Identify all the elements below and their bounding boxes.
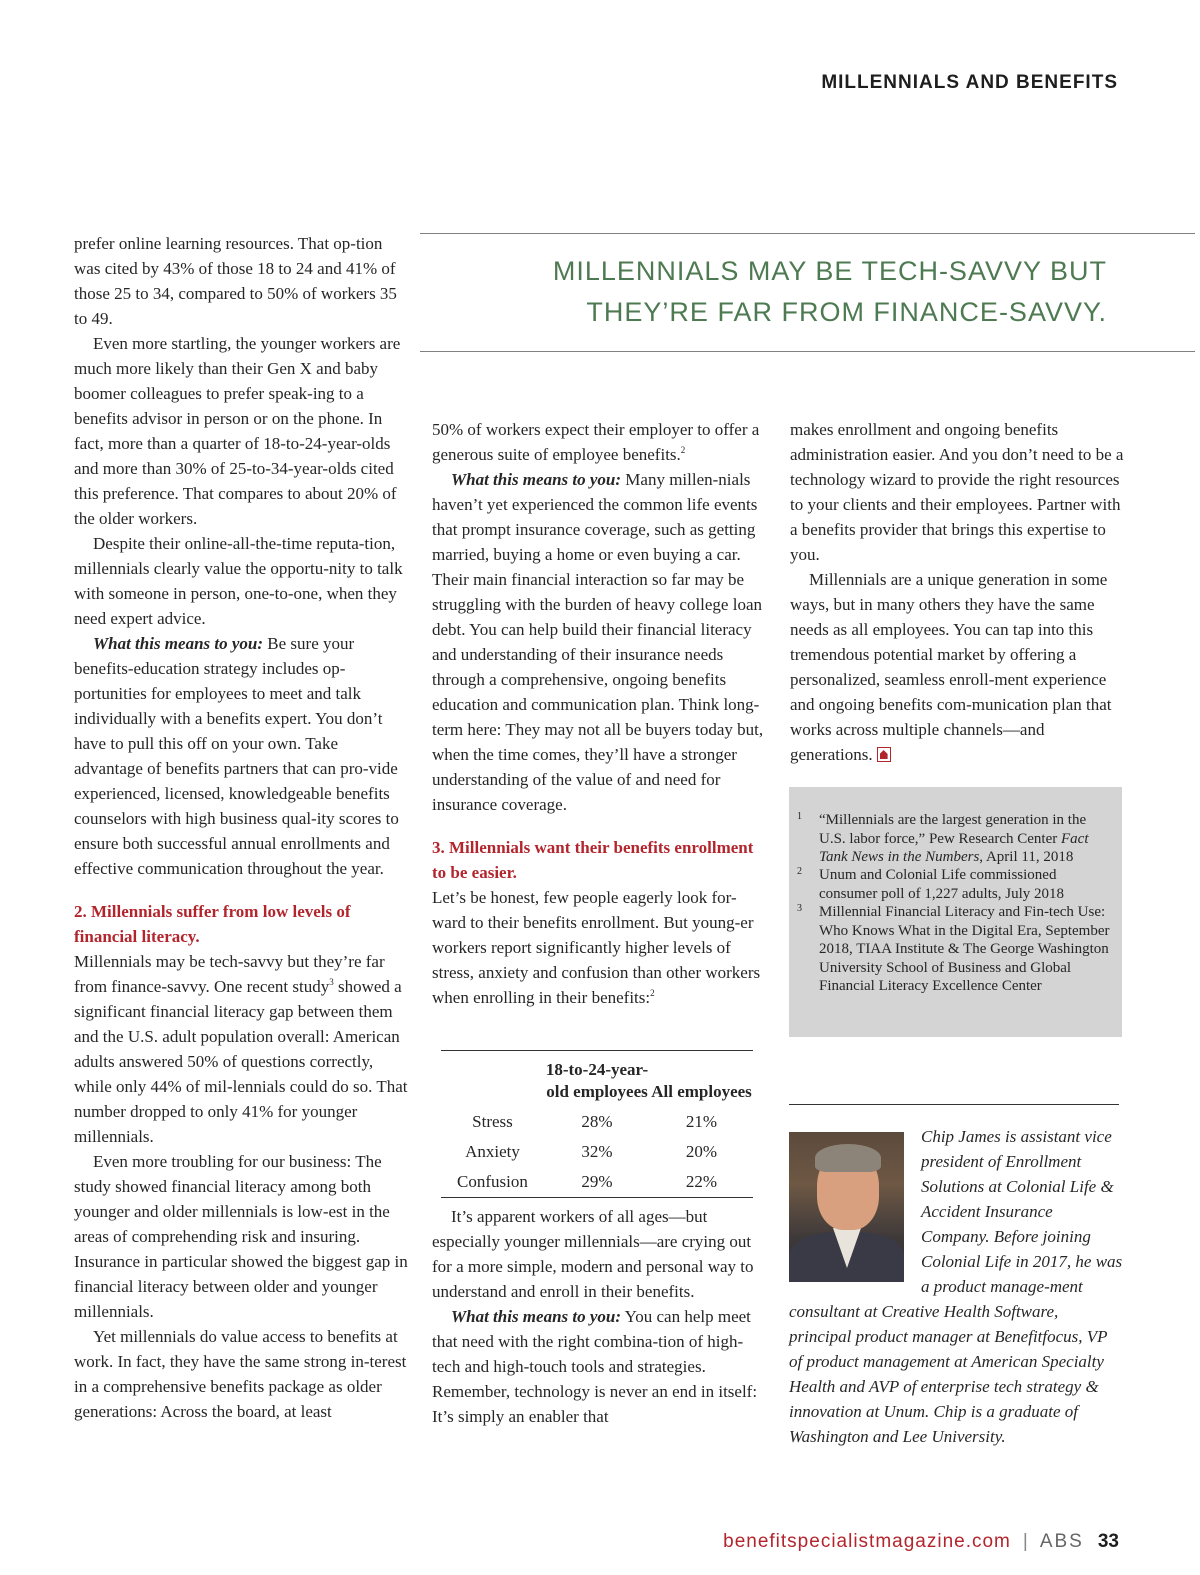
photo-float-space (789, 1124, 921, 1299)
paragraph-text: Many millen-nials haven’t yet experienced the common life events that prompt insurance coverage, such as getting married, buying a home or even buying a car. Their main financial interaction so far may be struggling with the burden of heavy college loan debt. You can help build their financial literacy and understanding of their insurance needs through a comprehensive, ongoing benefits education and communication plan. Think long-term here: They may not all be buyers today but, when the time comes, they’ll have a stronger understanding of the value of and need for insurance coverage. (432, 470, 764, 814)
table-row (441, 1137, 753, 1167)
page-footer (723, 1531, 1119, 1553)
paragraph-text: Millennials may be tech-savvy but they’re far from finance-savvy. One recent study (74, 952, 385, 996)
paragraph (790, 567, 1125, 767)
table-cell: 22% (685, 1172, 718, 1191)
table-row (441, 1167, 753, 1197)
paragraph-text: 50% of workers expect their employer to offer a generous suite of employee benefits. (432, 420, 760, 464)
footer-separator: | (1022, 1531, 1028, 1552)
table-header: All employees (651, 1082, 752, 1101)
end-mark-icon (877, 747, 891, 762)
footnote-text: Millennial Financial Literacy and Fin-tech Use: Who Knows What in the Digital Era, September 2018, TIAA Institute & The George Washington University School of Business and Global Financial Literacy Excellence Center (819, 904, 1110, 994)
table-cell-label: Anxiety (465, 1142, 520, 1161)
table-cell-label: Stress (472, 1112, 513, 1131)
pull-quote-line-2: THEY’RE FAR FROM FINANCE-SAVVY. (586, 297, 1107, 327)
paragraph: makes enrollment and ongoing benefits administration easier. And you don’t need to be a technology wizard to provide the right resources to your clients and their employees. Partner with a benefits provider that brings this expertise to you. (790, 420, 1124, 564)
table-header: 18-to-24-year-old employees (545, 1060, 649, 1101)
table-cell: 29% (581, 1172, 613, 1191)
author-bio (789, 1124, 1124, 1449)
article-column-1 (74, 231, 408, 1424)
footnote (797, 866, 1114, 903)
footnote-ref: 2 (650, 988, 655, 998)
footnote (797, 903, 1114, 996)
table-header (441, 1051, 544, 1107)
section-heading-3: 3. Millennials want their benefits enrollment to be easier. (432, 838, 754, 882)
paragraph-text: Be sure your benefits-education strategy includes op-portunities for employees to meet and talk individually with a benefits expert. You don’t have to pull this off on your own. Take advantage of benefits partners that can pro-vide experienced, licensed, knowledgeable benefits counselors with high business qual-ity scores to ensure both successful annual enrollments and effective communication throughout the year. (74, 634, 399, 878)
page-number: 33 (1097, 1531, 1119, 1552)
footnote (797, 811, 1114, 867)
footnotes-box (789, 787, 1122, 1037)
paragraph-text: showed a significant financial literacy gap between them and the U.S. adult population overall: American adults answered 50% of questions correctly, while only 44% of mil-lennials could do so. That number dropped to only 41% for younger millennials. (74, 977, 408, 1146)
stress-table (441, 1050, 753, 1198)
paragraph-text: Millennials are a unique generation in some ways, but in many others they have the same needs as all employees. You can tap into this tremendous potential market by offering a personalized, seamless enroll-ment experience and ongoing benefits com-munication plan that works across multiple channels—and generations. (790, 570, 1112, 764)
lead-in: What this means to you: (451, 470, 622, 489)
table-row (441, 1107, 753, 1137)
footnote-number: 1 (797, 811, 802, 822)
table-header-row (441, 1051, 753, 1107)
footnote-number: 2 (797, 866, 802, 877)
footnote-ref: 3 (329, 977, 334, 987)
pull-quote-line-1: MILLENNIALS MAY BE TECH-SAVVY BUT (552, 256, 1107, 286)
paragraph (432, 885, 768, 1010)
lead-in: What this means to you: (93, 634, 264, 653)
lead-in: What this means to you: (451, 1307, 622, 1326)
section-heading-2: 2. Millennials suffer from low levels of financial literacy. (74, 902, 351, 946)
footnote-text: , April 11, 2018 (979, 849, 1074, 865)
paragraph: Even more troubling for our business: The study showed financial literacy among both younger and older millennials is low-est in the areas of comprehending risk and insuring. Insurance in particular showed the biggest gap in financial literacy between older and younger millennials. (74, 1152, 408, 1321)
paragraph (432, 417, 768, 467)
paragraph: Yet millennials do value access to benefits at work. In fact, they have the same strong in-terest in a comprehensive benefits package as older generations: Across the board, at least (74, 1327, 407, 1421)
footnote-number: 3 (797, 903, 802, 914)
paragraph: prefer online learning resources. That op-tion was cited by 43% of those 18 to 24 and 41% of those 25 to 34, compared to 50% of workers 35 to 49. (74, 234, 397, 328)
footer-website: benefitspecialistmagazine.com (723, 1531, 1011, 1552)
footnote-text: Unum and Colonial Life commissioned consumer poll of 1,227 adults, July 2018 (819, 867, 1064, 902)
footnote-italic: Fact Tank News in the Numbers (819, 830, 1089, 865)
article-column-2 (432, 417, 768, 1429)
paragraph (432, 467, 768, 817)
article-column-3 (790, 417, 1125, 767)
table-cell-label: Confusion (457, 1172, 528, 1191)
paragraph-text: You can help meet that need with the right combina-tion of high-tech and high-touch tools and strategies. Remember, technology is never an end in itself: It’s simply an enabler that (432, 1307, 758, 1426)
author-bio-text: Chip James is assistant vice president of Enrollment Solutions at Colonial Life & Accident Insurance Company. Before joining Colonial Life in 2017, he was a product manage-ment consultant at Creative Health Software, principal product manager at Benefitfocus, VP of product management at American Specialty Health and AVP of enterprise tech strategy & innovation at Unum. Chip is a graduate of Washington and Lee University. (789, 1127, 1123, 1446)
paragraph: Despite their online-all-the-time reputa-tion, millennials clearly value the opportu-nity to talk with someone in person, one-to-one, when they need expert advice. (74, 534, 403, 628)
footer-magazine: ABS (1039, 1531, 1084, 1552)
paragraph (432, 1304, 768, 1429)
pull-quote (420, 233, 1195, 352)
footnote-ref: 2 (680, 445, 686, 455)
footnote-text: “Millennials are the largest generation in the U.S. labor force,” Pew Research Center (819, 812, 1087, 847)
bio-divider (789, 1104, 1119, 1105)
paragraph (74, 631, 408, 881)
table-cell: 20% (685, 1142, 718, 1161)
table-cell: 21% (685, 1112, 718, 1131)
table-cell: 28% (581, 1112, 613, 1131)
paragraph (74, 949, 408, 1149)
paragraph-text: Let’s be honest, few people eagerly look for-ward to their benefits enrollment. But young-er workers report significantly higher levels of stress, anxiety and confusion than other workers when enrolling in their benefits: (432, 888, 761, 1007)
section-title: MILLENNIALS AND BENEFITS (821, 72, 1118, 93)
paragraph: It’s apparent workers of all ages—but especially younger millennials—are crying out for a more simple, modern and personal way to understand and enroll in their benefits. (432, 1207, 754, 1301)
paragraph: Even more startling, the younger workers are much more likely than their Gen X and baby boomer colleagues to prefer speak-ing to a benefits advisor in person or on the phone. In fact, more than a quarter of 18-to-24-year-olds and more than 30% of 25-to-34-year-olds cited this preference. That compares to about 20% of the older workers. (74, 334, 401, 528)
table-cell: 32% (581, 1142, 613, 1161)
